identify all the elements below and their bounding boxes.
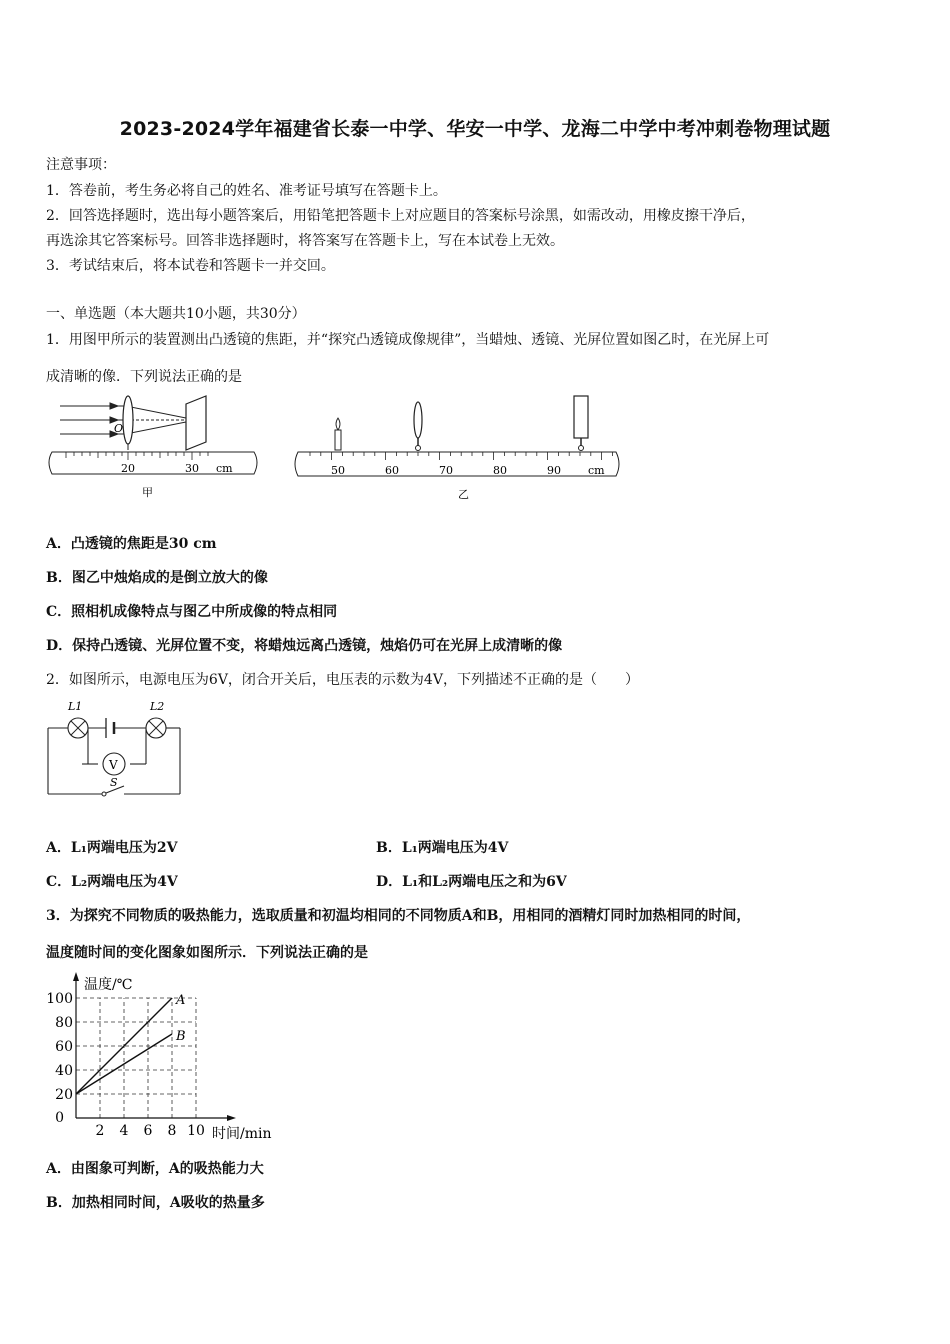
x-tick-label: 8 [167,1123,177,1139]
y-tick-label: 100 [46,991,73,1007]
series-label-a: A [176,993,186,1008]
y-axis-label: 温度/℃ [84,977,133,993]
section-heading: 一、单选题（本大题共10小题，共30分） [46,306,306,322]
light-screen [186,396,206,450]
figure-caption: 乙 [458,488,469,501]
q3-option-b[interactable]: B．加热相同时间，A吸收的热量多 [46,1195,265,1211]
x-axis-label: 时间/min [212,1126,272,1142]
y-tick-label: 80 [55,1015,73,1031]
q3-option-a[interactable]: A．由图象可判断，A的吸热能力大 [46,1161,264,1177]
switch-label: S [110,776,118,789]
notice-heading: 注意事项： [46,157,116,173]
ruler-tick-label: 20 [121,462,135,475]
optical-bench [49,452,257,475]
series-line-b [76,1034,172,1094]
chart-axes [73,972,236,1121]
figure-jia [46,392,266,504]
optical-bench [295,452,619,477]
q1-option-b[interactable]: B．图乙中烛焰成的是倒立放大的像 [46,570,268,586]
y-axis-arrow [73,972,79,981]
figure-caption: 甲 [142,486,153,499]
voltmeter-label: V [109,758,118,772]
lens-center-label: O [114,422,124,435]
chart-labels [46,976,271,1142]
ruler-tick-label: 50 [331,464,345,477]
figure-yi [290,392,624,504]
q3-stem-line1: 3．为探究不同物质的吸热能力，选取质量和初温均相同的不同物质A和B，用相同的酒精灯同时加热相同的时间， [46,908,751,924]
y-tick-label: 20 [55,1087,73,1103]
q3-stem-line2: 温度随时间的变化图象如图所示．下列说法正确的是 [46,945,368,961]
ruler-unit: cm [588,464,605,477]
q1-option-a[interactable]: A．凸透镜的焦距是30 cm [46,536,217,552]
q1-stem-line1: 1．用图甲所示的装置测出凸透镜的焦距，并“探究凸透镜成像规律”，当蜡烛、透镜、光屏位置如图乙时，在光屏上可 [46,332,770,348]
x-tick-label: 4 [119,1123,129,1139]
q2-option-c[interactable]: C．L₂两端电压为4V [46,874,178,890]
notice-item: 3．考试结束后，将本试卷和答题卡一并交回。 [46,258,335,274]
ruler-tick-label: 90 [547,464,561,477]
x-tick-label: 10 [187,1123,205,1139]
lamp-l2-label: L2 [150,700,165,713]
notice-item: 2．回答选择题时，选出每小题答案后，用铅笔把答题卡上对应题目的答案标号涂黑，如需改动，用橡皮擦干净后， [46,208,755,224]
notice-item: 1．答卷前，考生务必将自己的姓名、准考证号填写在答题卡上。 [46,183,447,199]
q1-stem-line2: 成清晰的像．下列说法正确的是 [46,369,242,385]
x-axis-arrow [227,1115,236,1121]
convex-lens [123,396,133,444]
series-label-b: B [176,1029,186,1044]
light-screen [574,396,588,451]
x-tick-label: 6 [143,1123,153,1139]
ruler-unit: cm [216,462,233,475]
lamp-l2 [146,718,166,738]
q1-option-d[interactable]: D．保持凸透镜、光屏位置不变，将蜡烛远离凸透镜，烛焰仍可在光屏上成清晰的像 [46,638,563,654]
page-title: 2023-2024学年福建省长泰一中学、华安一中学、龙海二中学中考冲刺卷物理试题 [119,118,831,140]
q2-option-a[interactable]: A．L₁两端电压为2V [46,840,178,856]
q2-option-d[interactable]: D．L₁和L₂两端电压之和为6V [376,874,567,890]
origin-label: 0 [55,1110,64,1126]
q2-stem: 2．如图所示，电源电压为6V，闭合开关后，电压表的示数为4V，下列描述不正确的是（ ） [46,672,639,688]
notice-item: 再选涂其它答案标号。回答非选择题时，将答案写在答题卡上，写在本试卷上无效。 [46,233,564,249]
circuit-diagram [44,696,188,802]
y-tick-label: 40 [55,1063,73,1079]
q2-option-b[interactable]: B．L₁两端电压为4V [376,840,509,856]
x-tick-label: 2 [95,1123,105,1139]
battery-symbol [106,718,114,738]
lamp-l1-label: L1 [68,700,83,713]
ruler-tick-label: 60 [385,464,399,477]
y-tick-label: 60 [55,1039,73,1055]
q1-option-c[interactable]: C．照相机成像特点与图乙中所成像的特点相同 [46,604,338,620]
convex-lens [414,402,422,451]
ruler-tick-label: 30 [185,462,199,475]
chart-grid [76,998,196,1118]
ruler-tick-label: 80 [493,464,507,477]
candle [335,418,341,450]
lamp-l1 [68,718,88,738]
temperature-time-chart [40,972,290,1144]
voltmeter [103,753,125,775]
ruler-tick-label: 70 [439,464,453,477]
